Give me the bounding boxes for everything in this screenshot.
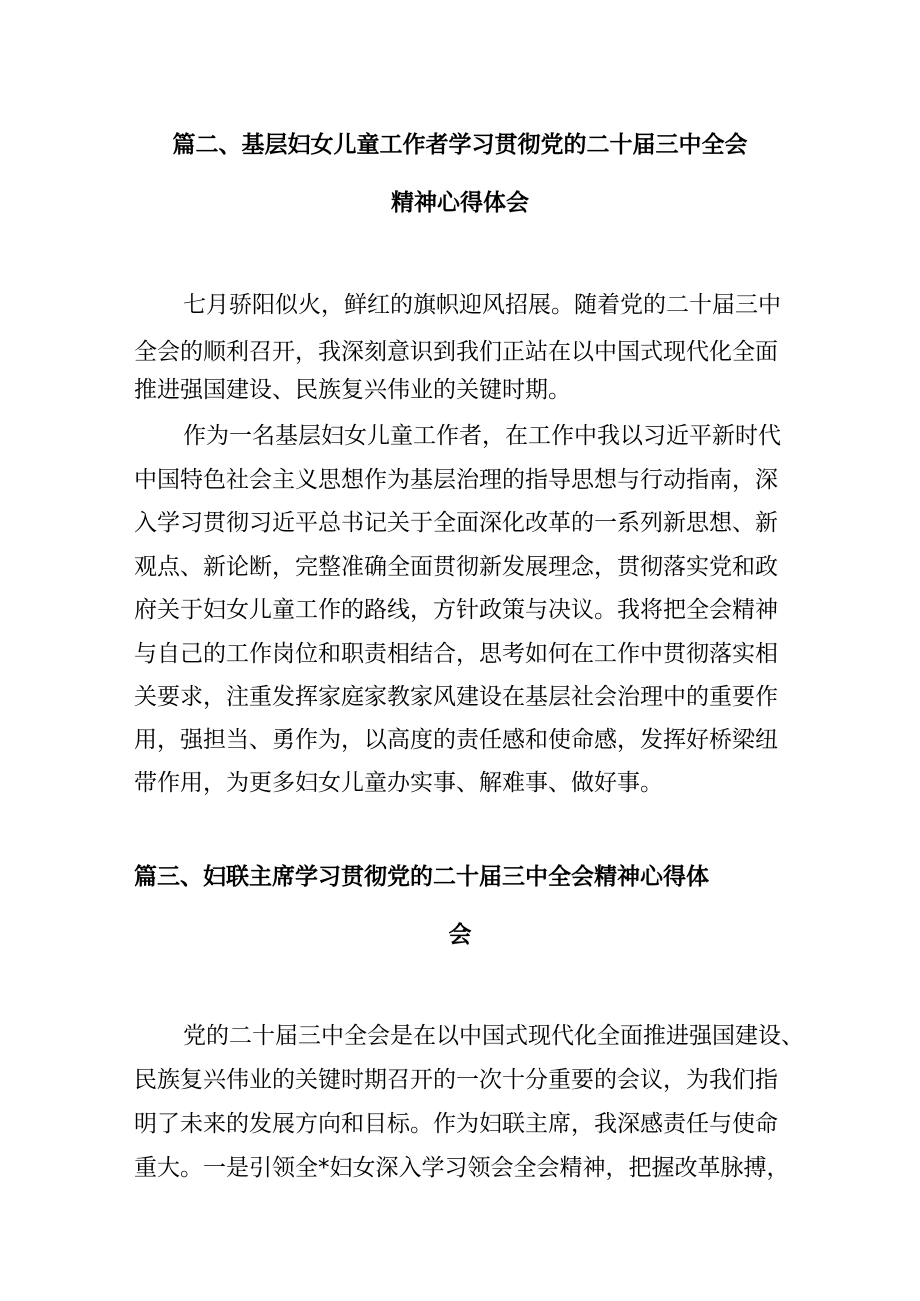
- section2-p2-line5: 府关于妇女儿童工作的路线，方针政策与决议。我将把全会精神: [134, 597, 778, 623]
- section2-p1-line2: 全会的顺利召开，我深刻意识到我们正站在以中国式现代化全面: [134, 339, 778, 365]
- section2-title-line1: 篇二、基层妇女儿童工作者学习贯彻党的二十届三中全会: [172, 132, 748, 158]
- section3-p1-line1: 党的二十届三中全会是在以中国式现代化全面推进强国建设、: [183, 1023, 804, 1049]
- section3-title-line1: 篇三、妇联主席学习贯彻党的二十届三中全会精神心得体: [134, 864, 709, 890]
- section2-p2-line2: 中国特色社会主义思想作为基层治理的指导思想与行动指南，深: [134, 467, 778, 493]
- section2-p1-line1: 七月骄阳似火，鲜红的旗帜迎风招展。随着党的二十届三中: [183, 292, 781, 318]
- section3-p1-line3: 明了未来的发展方向和目标。作为妇联主席，我深感责任与使命: [134, 1111, 778, 1137]
- section3-title-line2: 会: [448, 922, 472, 948]
- section2-p2-line9: 带作用，为更多妇女儿童办实事、解难事、做好事。: [134, 770, 663, 796]
- section3-p1-line4: 重大。一是引领全*妇女深入学习领会全会精神，把握改革脉搏，: [134, 1155, 790, 1181]
- section2-p2-line3: 入学习贯彻习近平总书记关于全面深化改革的一系列新思想、新: [134, 510, 778, 536]
- section2-p2-line7: 关要求，注重发挥家庭家教家风建设在基层社会治理中的重要作: [134, 684, 778, 710]
- section2-p2-line4: 观点、新论断，完整准确全面贯彻新发展理念，贯彻落实党和政: [134, 554, 778, 580]
- section3-p1-line2: 民族复兴伟业的关键时期召开的一次十分重要的会议，为我们指: [134, 1067, 778, 1093]
- section2-p2-line8: 用，强担当、勇作为，以高度的责任感和使命感，发挥好桥梁纽: [134, 727, 778, 753]
- section2-p1-line3: 推进强国建设、民族复兴伟业的关键时期。: [134, 377, 571, 403]
- section2-title-line2: 精神心得体会: [391, 190, 529, 216]
- section2-p2-line6: 与自己的工作岗位和职责相结合，思考如何在工作中贯彻落实相: [134, 641, 778, 667]
- section2-p2-line1: 作为一名基层妇女儿童工作者，在工作中我以习近平新时代: [183, 423, 781, 449]
